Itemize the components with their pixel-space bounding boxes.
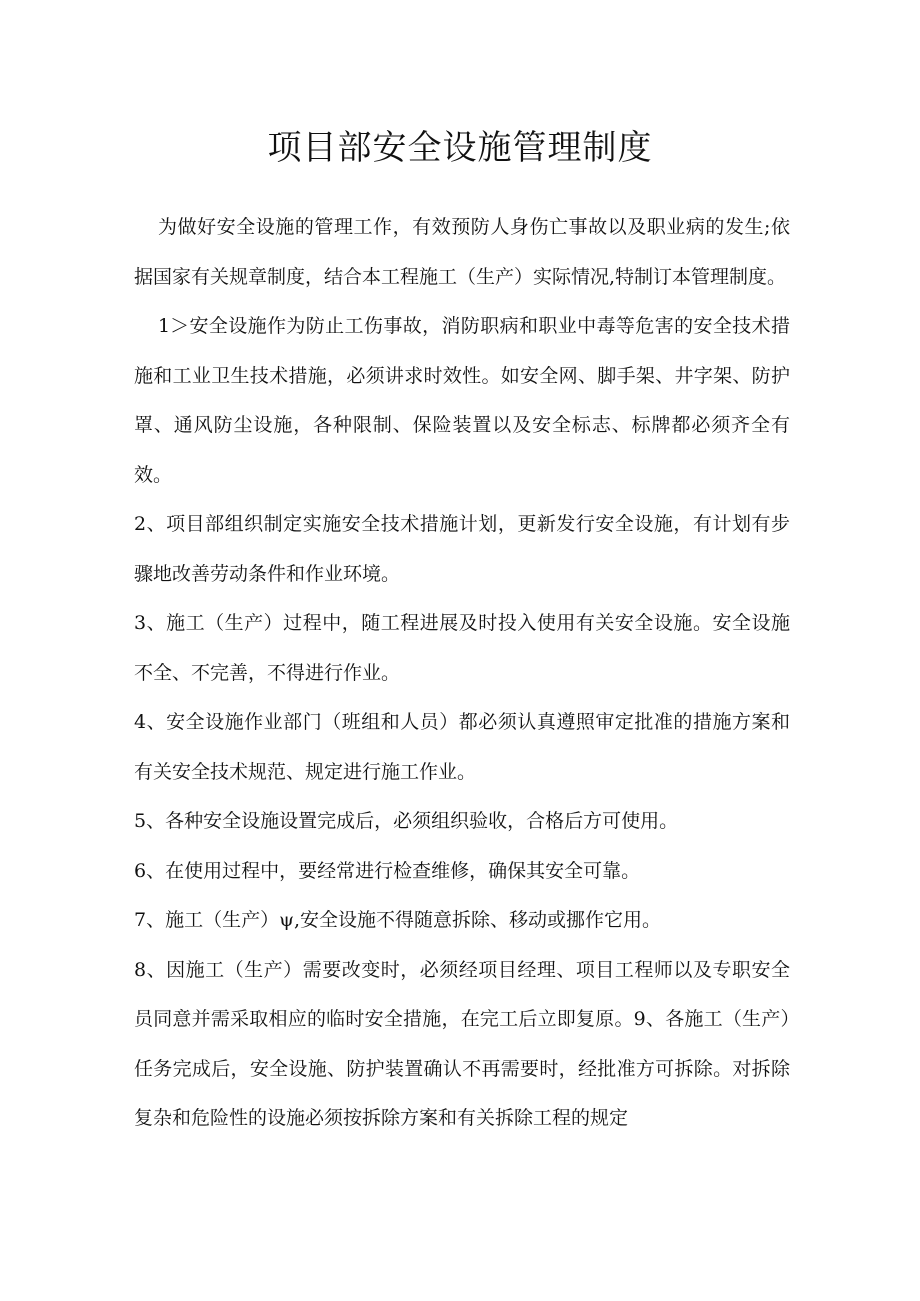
clause-2-paragraph: 2、项目部组织制定实施安全技术措施计划，更新发行安全设施，有计划有步骤地改善劳动条件和作业环境。	[134, 513, 790, 585]
document-title: 项目部安全设施管理制度	[267, 128, 653, 168]
intro-paragraph: 为做好安全设施的管理工作，有效预防人身伤亡事故以及职业病的发生;依据国家有关规章制度，结合本工程施工（生产）实际情况,特制订本管理制度。	[134, 216, 790, 288]
clause-7-paragraph: 7、施工（生产）ψ,安全设施不得随意拆除、移动或挪作它用。	[134, 909, 662, 931]
clause-8-9-paragraph: 8、因施工（生产）需要改变时，必须经项目经理、项目工程师以及专职安全员同意并需采取相应的临时安全措施，在完工后立即复原。9、各施工（生产）任务完成后，安全设施、防护装置确认不再需要时，经批准方可拆除。对拆除复杂和危险性的设施必须按拆除方案和有关拆除工程的规定	[134, 958, 790, 1129]
clause-3-paragraph: 3、施工（生产）过程中，随工程进展及时投入使用有关安全设施。安全设施不全、不完善，不得进行作业。	[134, 612, 790, 684]
document-body	[134, 203, 790, 1144]
clause-5-paragraph: 5、各种安全设施设置完成后，必须组织验收，合格后方可使用。	[134, 810, 679, 832]
clause-6-paragraph: 6、在使用过程中，要经常进行检查维修，确保其安全可靠。	[134, 859, 641, 882]
clause-1-paragraph: 1＞安全设施作为防止工伤事故，消防职病和职业中毒等危害的安全技术措施和工业卫生技术措施，必须讲求时效性。如安全网、脚手架、井字架、防护罩、通风防尘设施，各种限制、保险装置以及安全标志、标牌都必须齐全有效。	[134, 315, 790, 486]
clause-4-paragraph: 4、安全设施作业部门（班组和人员）都必须认真遵照审定批准的措施方案和有关安全技术规范、规定进行施工作业。	[134, 711, 790, 783]
